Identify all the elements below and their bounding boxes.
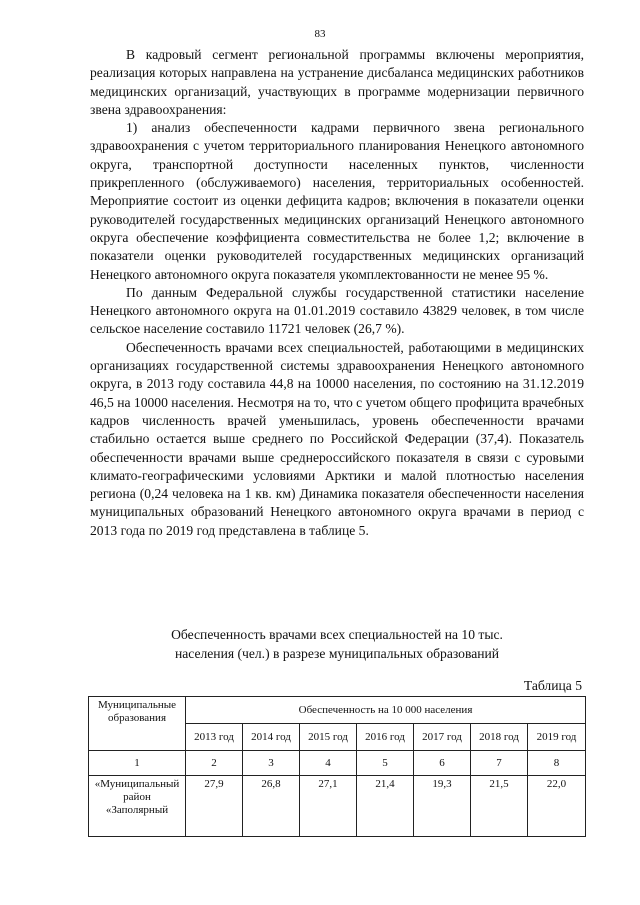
column-index: 4 xyxy=(300,751,357,776)
table-index-row xyxy=(89,751,586,776)
column-index: 6 xyxy=(414,751,471,776)
table-caption xyxy=(90,625,584,663)
column-index: 3 xyxy=(243,751,300,776)
table-cell: 26,8 xyxy=(243,776,300,837)
table-cell: 21,5 xyxy=(471,776,528,837)
column-index: 2 xyxy=(186,751,243,776)
table-cell: 27,9 xyxy=(186,776,243,837)
provision-table xyxy=(88,696,586,837)
table-cell: 22,0 xyxy=(528,776,586,837)
row-municipality-name: «Муниципальный район «Заполярный xyxy=(89,776,186,837)
column-header-year: 2014 год xyxy=(243,724,300,751)
table-caption-line: населения (чел.) в разрезе муниципальных образований xyxy=(174,646,500,661)
paragraph: В кадровый сегмент региональной программы включены мероприятия, реализация которых направлена на устранение дисбаланса медицинских работников медицинских организаций, участвующих в программе модернизации первичного звена здравоохранения: xyxy=(90,47,584,117)
table-row xyxy=(89,776,586,837)
table-label: Таблица 5 xyxy=(523,678,582,693)
column-index: 5 xyxy=(357,751,414,776)
column-header-year: 2018 год xyxy=(471,724,528,751)
paragraph: По данным Федеральной службы государственной статистики население Ненецкого автономного округа на 01.01.2019 составило 43829 человек, в том числе сельское население составило 11721 человек (26,7 %). xyxy=(90,284,584,337)
column-header-municipality: Муниципальные образования xyxy=(89,697,186,751)
column-group-header: Обеспеченность на 10 000 населения xyxy=(186,697,586,724)
column-header-year: 2013 год xyxy=(186,724,243,751)
column-index: 1 xyxy=(89,751,186,776)
paragraph: 1) анализ обеспеченности кадрами первичного звена регионального здравоохранения с учетом территориального планирования Ненецкого автономного округа, транспортной доступности населенных пунктов, численности прикрепленного (обслуживаемого) населения, территориальных особенностей. Мероприятие состоит из оценки дефицита кадров; включения в показатели оценки руководителей государственных медицинских организаций Ненецкого автономного округа обеспечение коэффициента совместительства не более 1,2; включение в показатели оценки руководителей государственных медицинских организаций Ненецкого автономного округа показателя укомплектованности не менее 95 %. xyxy=(90,120,584,282)
body-text xyxy=(90,46,584,540)
column-header-year: 2016 год xyxy=(357,724,414,751)
column-header-year: 2019 год xyxy=(528,724,586,751)
column-header-year: 2015 год xyxy=(300,724,357,751)
table-header-row xyxy=(89,697,586,724)
table-caption-line: Обеспеченность врачами всех специальностей на 10 тыс. xyxy=(171,627,503,642)
page-number: 83 xyxy=(314,28,326,40)
column-index: 7 xyxy=(471,751,528,776)
table-cell: 19,3 xyxy=(414,776,471,837)
paragraph: Обеспеченность врачами всех специальностей, работающими в медицинских организациях государственной системы здравоохранения Ненецкого автономного округа, в 2013 году составила 44,8 на 10000 населения, по состоянию на 31.12.2019 46,5 на 10000 населения. Несмотря на то, что с учетом общего профицита врачебных кадров численность врачей уменьшилась, уровень обеспеченности врачами стабильно остается выше среднего по Российской Федерации (37,4). Показатель обеспеченности врачами выше среднероссийского показателя в связи с суровыми климато-географическими условиями Арктики и малой плотностью населения региона (0,24 человека на 1 кв. км) Динамика показателя обеспеченности населения муниципальных образований Ненецкого автономного округа врачами в период с 2013 года по 2019 год представлена в таблице 5. xyxy=(90,339,584,538)
column-index: 8 xyxy=(528,751,586,776)
table-cell: 27,1 xyxy=(300,776,357,837)
column-header-year: 2017 год xyxy=(414,724,471,751)
table-cell: 21,4 xyxy=(357,776,414,837)
